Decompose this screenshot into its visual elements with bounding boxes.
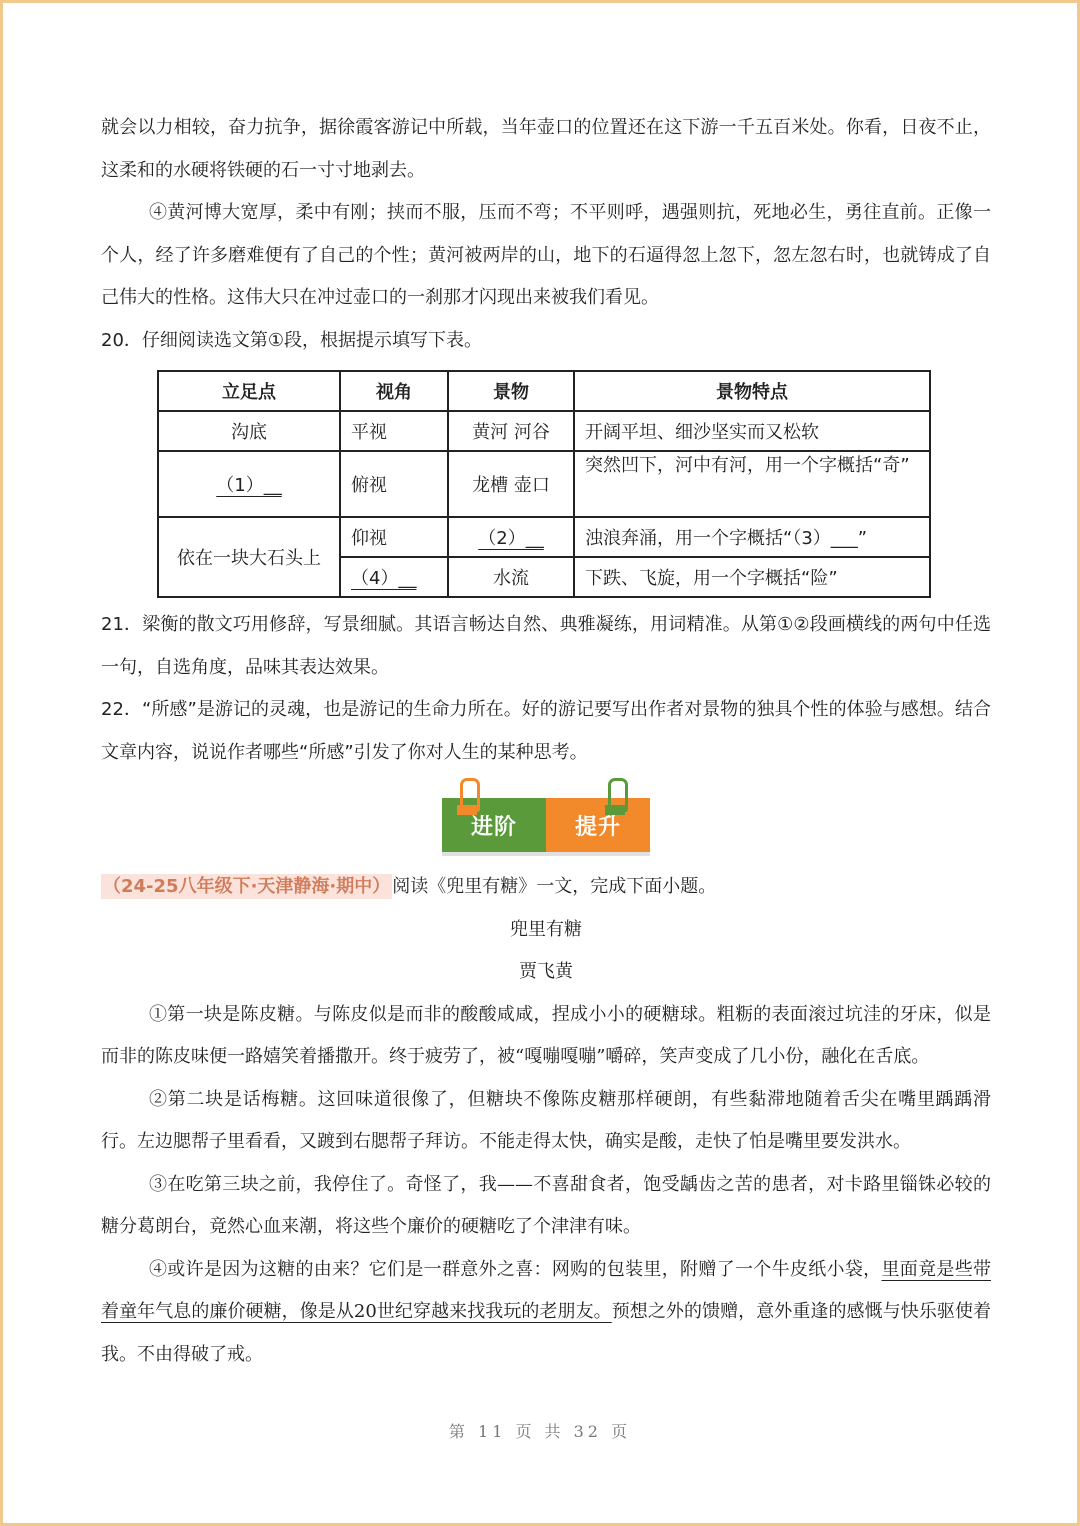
source-tag: （24-25八年级下·天津静海·期中） [103, 876, 391, 897]
question-21: 21．梁衡的散文巧用修辞，写景细腻。其语言畅达自然、典雅凝练，用词精准。从第①②段画横线的两句中任选一句，自选角度，品味其表达效果。 [101, 614, 991, 678]
article-paragraph-3: ③在吃第三块之前，我停住了。奇怪了，我——不喜甜食者，饱受龋齿之苦的患者，对卡路里锱铢必较的糖分葛朗台，竟然心血来潮，将这些个廉价的硬糖吃了个津津有味。 [101, 1173, 991, 1237]
cell-scene: 龙槽 壶口 [448, 451, 574, 517]
content [101, 107, 991, 1376]
blank-2: （2）__ [478, 528, 544, 549]
cell-view-blank-4 [340, 557, 448, 597]
paragraph-continued: 就会以力相较，奋力抗争，据徐霞客游记中所载，当年壶口的位置还在这下游一千五百米处。你看，日夜不止，这柔和的水硬将铁硬的石一寸寸地剥去。 [101, 117, 991, 181]
cell-feature: 下跌、飞旋，用一个字概括“险” [574, 557, 930, 597]
page-footer: 第 11 页 共 32 页 [448, 1422, 632, 1441]
cell-view: 俯视 [340, 451, 448, 517]
source-line [101, 866, 991, 909]
cell-feature: 开阔平坦、细沙坚实而又松软 [574, 411, 930, 451]
cell-scene: 黄河 河谷 [448, 411, 574, 451]
header-feature: 景物特点 [574, 371, 930, 411]
advance-badge [442, 798, 650, 852]
header-view: 视角 [340, 371, 448, 411]
table-header-row [158, 371, 930, 411]
a4-pre: ④或许是因为这糖的由来？它们是一群意外之喜：网购的包装里，附赠了一个牛皮纸小袋， [149, 1258, 882, 1280]
cell-scene: 水流 [448, 557, 574, 597]
cell-view: 仰视 [340, 517, 448, 557]
question-20: 20．仔细阅读选文第①段，根据提示填写下表。 [101, 329, 483, 351]
table-row [158, 517, 930, 557]
article-paragraph-2: ②第二块是话梅糖。这回味道很像了，但糖块不像陈皮糖那样硬朗，有些黏滞地随着舌尖在嘴里踽踽滑行。左边腮帮子里看看，又踱到右腮帮子拜访。不能走得太快，确实是酸，走快了怕是嘴里要发洪水。 [101, 1088, 991, 1152]
section-badge [101, 798, 991, 852]
article-title: 兜里有糖 [510, 918, 582, 940]
a4-post: 预想之外的馈赠，意外重逢的感慨与快乐驱使着我。不由得破了戒。 [101, 1301, 992, 1365]
article-paragraph-4 [101, 1249, 991, 1377]
blank-4: （4）__ [351, 568, 417, 589]
fill-table [157, 370, 931, 598]
underlined-sentence: 里面竟是些带着童年气息的廉价硬糖，像是从20世纪穿越来找我玩的老朋友。 [101, 1258, 992, 1322]
cell-spot-blank-1 [158, 451, 340, 517]
header-spot: 立足点 [158, 371, 340, 411]
table-row [158, 411, 930, 451]
badge-left-label: 进阶 [470, 814, 517, 840]
question-22: 22．“所感”是游记的灵魂，也是游记的生命力所在。好的游记要写出作者对景物的独具个性的体验与感想。结合文章内容，说说作者哪些“所感”引发了你对人生的某种思考。 [101, 699, 991, 763]
paragraph-4: ④黄河博大宽厚，柔中有刚；挟而不服，压而不弯；不平则呼，遇强则抗，死地必生，勇往直前。正像一个人，经了许多磨难便有了自己的个性；黄河被两岸的山，地下的石逼得忽上忽下，忽左忽右时，也就铸成了自己伟大的性格。这伟大只在冲过壶口的一刹那才闪现出来被我们看见。 [101, 202, 991, 308]
table-row [158, 451, 930, 517]
cell-spot: 依在一块大石头上 [158, 517, 340, 597]
blank-1: （1）__ [216, 475, 282, 496]
article-paragraph-1: ①第一块是陈皮糖。与陈皮似是而非的酸酸咸咸，捏成小小的硬糖球。粗粝的表面滚过坑洼的牙床，似是而非的陈皮味便一路嬉笑着播撒开。终于疲劳了，被“嘎嘣嘎嘣”嚼碎，笑声变成了几小份，融化在舌底。 [101, 1003, 991, 1067]
cell-scene-blank-2 [448, 517, 574, 557]
binder-clip-icon [608, 778, 628, 812]
badge-right-label: 提升 [574, 814, 621, 840]
cell-feature-blank-3: 浊浪奔涌，用一个字概括“（3）___” [574, 517, 930, 557]
source-text: 阅读《兜里有糖》一文，完成下面小题。 [392, 876, 717, 897]
badge-right [546, 798, 650, 852]
header-scene: 景物 [448, 371, 574, 411]
binder-clip-icon [460, 778, 480, 812]
cell-feature: 突然凹下，河中有河，用一个字概括“奇” [574, 451, 930, 517]
cell-view: 平视 [340, 411, 448, 451]
article-author: 贾飞黄 [519, 961, 573, 982]
cell-spot: 沟底 [158, 411, 340, 451]
